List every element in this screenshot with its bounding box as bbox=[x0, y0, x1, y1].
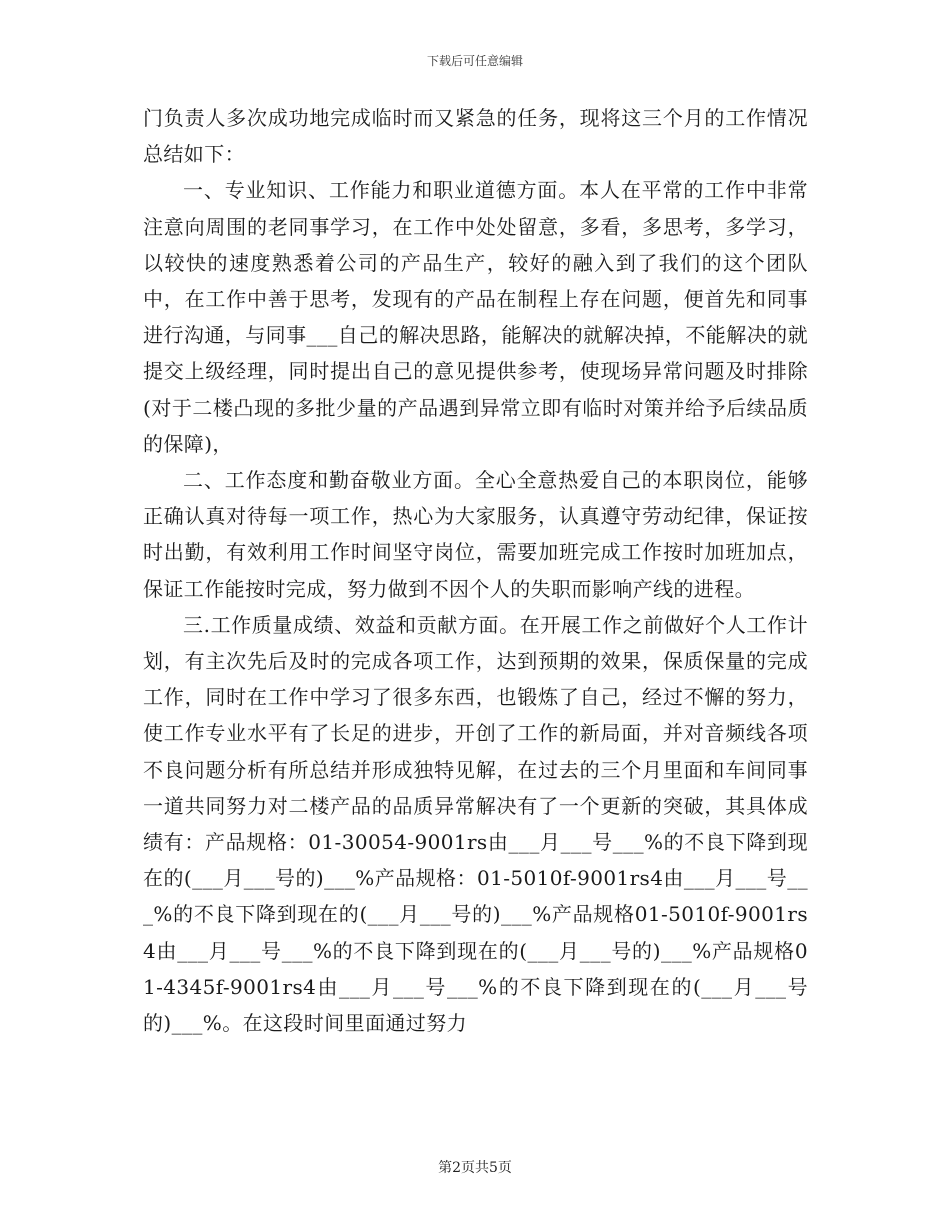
document-body bbox=[143, 100, 808, 1041]
paragraph-work-quality: 三.工作质量成绩、效益和贡献方面。在开展工作之前做好个人工作计划，有主次先后及时的完成各项工作，达到预期的效果，保质保量的完成工作，同时在工作中学习了很多东西，也锻炼了自己，经过不懈的努力，使工作专业水平有了长足的进步，开创了工作的新局面，并对音频线各项不良问题分析有所总结并形成独特见解，在过去的三个月里面和车间同事一道共同努力对二楼产品的品质异常解决有了一个更新的突破，其具体成绩有：产品规格：01-30054-9001rs由___月___号___%的不良下降到现在的(___月___号的)___%产品规格：01-5010f-9001rs4由___月___号___%的不良下降到现在的(___月___号的)___%产品规格01-5010f-9001rs4由___月___号___%的不良下降到现在的(___月___号的)___%产品规格01-4345f-9001rs4由___月___号___%的不良下降到现在的(___月___号的)___%。在这段时间里面通过努力 bbox=[143, 612, 808, 1036]
paragraph-intro: 门负责人多次成功地完成临时而又紧急的任务，现将这三个月的工作情况总结如下： bbox=[143, 106, 808, 167]
paragraph-work-attitude: 二、工作态度和勤奋敬业方面。全心全意热爱自己的本职岗位，能够正确认真对待每一项工作，热心为大家服务，认真遵守劳动纪律，保证按时出勤，有效利用工作时间坚守岗位，需要加班完成工作按时加班加点，保证工作能按时完成，努力做到不因个人的失职而影响产线的进程。 bbox=[143, 468, 808, 601]
page-header: 下载后可任意编辑 bbox=[426, 54, 523, 68]
paragraph-professional-skills: 一、专业知识、工作能力和职业道德方面。本人在平常的工作中非常注意向周围的老同事学习，在工作中处处留意，多看，多思考，多学习，以较快的速度熟悉着公司的产品生产，较好的融入到了我们的这个团队中，在工作中善于思考，发现有的产品在制程上存在问题，便首先和同事进行沟通，与同事___自己的解决思路，能解决的就解决掉，不能解决的就提交上级经理，同时提出自己的意见提供参考，使现场异常问题及时排除(对于二楼凸现的多批少量的产品遇到异常立即有临时对策并给予后续品质的保障)， bbox=[143, 178, 808, 456]
page-number: 第2页共5页 bbox=[438, 1160, 512, 1176]
